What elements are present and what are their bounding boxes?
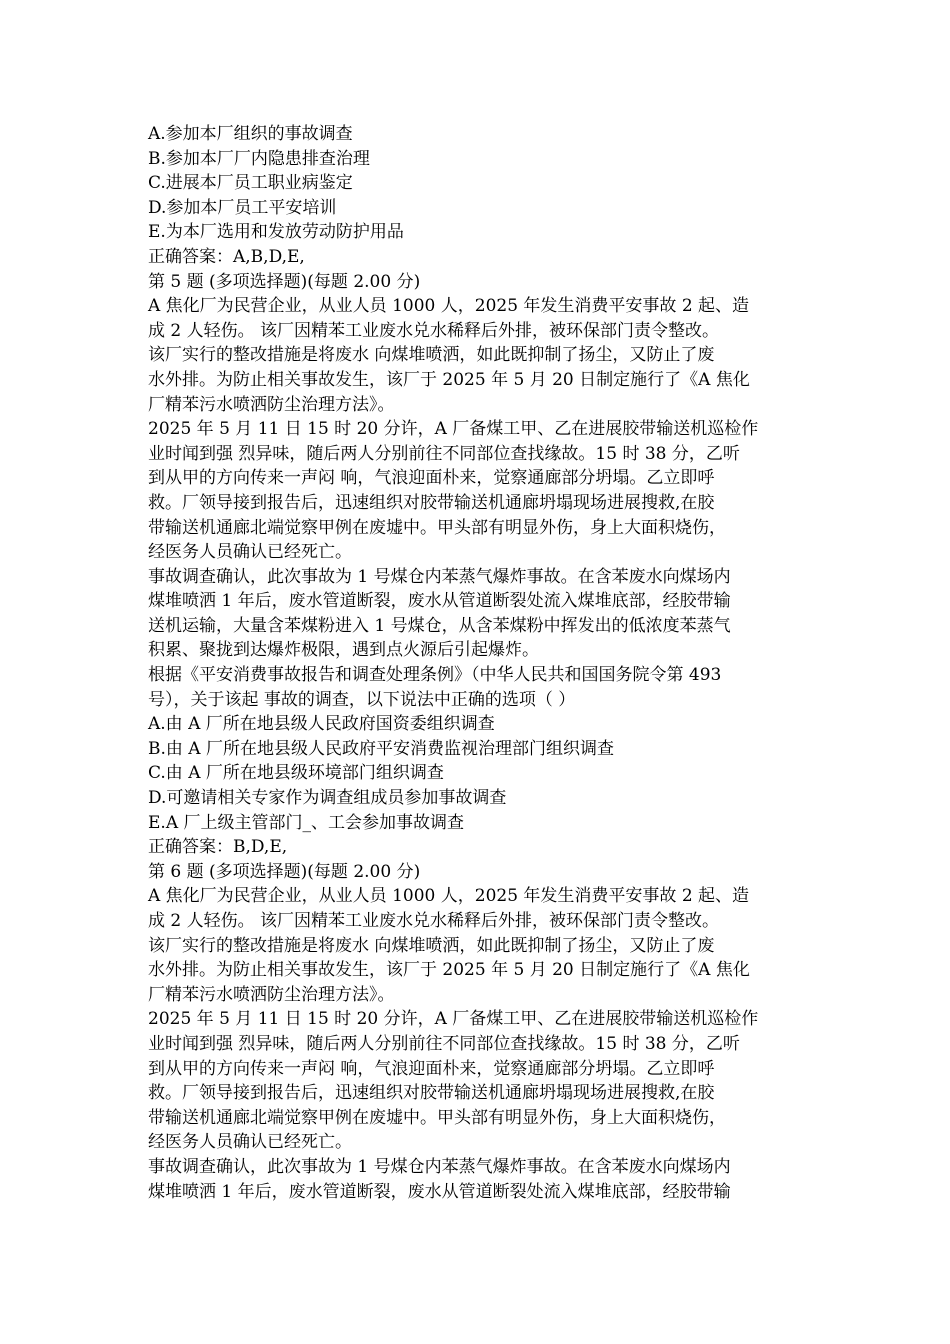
text-line: 业时闻到强 烈异味，随后两人分别前往不同部位查找缘故。15 时 38 分，乙听	[148, 443, 740, 464]
text-line: D.参加本厂员工平安培训	[148, 197, 337, 218]
text-line: 经医务人员确认已经死亡。	[148, 1132, 352, 1153]
text-line: B.参加本厂厂内隐患排查治理	[148, 148, 370, 169]
text-line: A 焦化厂为民营企业，从业人员 1000 人，2025 年发生消费平安事故 2 起、造	[148, 296, 750, 317]
text-line: 该厂实行的整改措施是将废水 向煤堆喷洒，如此既抑制了扬尘，又防止了废	[148, 935, 715, 956]
text-line: 带输送机通廊北端觉察甲例在废墟中。甲头部有明显外伤，身上大面积烧伤，	[148, 1107, 726, 1128]
text-line: 业时闻到强 烈异味，随后两人分别前往不同部位查找缘故。15 时 38 分，乙听	[148, 1033, 740, 1054]
text-line: 煤堆喷洒 1 年后，废水管道断裂，废水从管道断裂处流入煤堆底部，经胶带输	[148, 591, 731, 612]
text-line: 事故调查确认，此次事故为 1 号煤仓内苯蒸气爆炸事故。在含苯废水向煤场内	[148, 566, 731, 587]
text-line: D.可邀请相关专家作为调查组成员参加事故调查	[148, 788, 507, 809]
text-line: E.为本厂选用和发放劳动防护用品	[148, 222, 404, 243]
text-line: 救。厂领导接到报告后，迅速组织对胶带输送机通廊坍塌现场进展搜救,在胶	[148, 1083, 715, 1104]
text-line: 正确答案：B,D,E,	[148, 837, 288, 858]
text-line: 厂精苯污水喷洒防尘治理方法》。	[148, 394, 395, 415]
text-line: C.进展本厂员工职业病鉴定	[148, 173, 353, 194]
text-line: 送机运输，大量含苯煤粉进入 1 号煤仓，从含苯煤粉中挥发出的低浓度苯蒸气	[148, 615, 731, 636]
text-line: 该厂实行的整改措施是将废水 向煤堆喷洒，如此既抑制了扬尘，又防止了废	[148, 345, 715, 366]
text-line: 厂精苯污水喷洒防尘治理方法》。	[148, 984, 395, 1005]
text-line: 2025 年 5 月 11 日 15 时 20 分许，A 厂备煤工甲、乙在进展胶带输送机巡检作	[148, 1009, 759, 1030]
text-line: 煤堆喷洒 1 年后，废水管道断裂，废水从管道断裂处流入煤堆底部，经胶带输	[148, 1181, 731, 1202]
text-line: 水外排。为防止相关事故发生，该厂于 2025 年 5 月 20 日制定施行了《A 焦化	[148, 960, 750, 981]
text-line: 积累、聚拢到达爆炸极限，遇到点火源后引起爆炸。	[148, 640, 539, 661]
text-line: 根据《平安消费事故报告和调查处理条例》（中华人民共和国国务院令第 493	[148, 665, 722, 686]
text-line: A.参加本厂组织的事故调查	[148, 124, 353, 144]
text-line: 成 2 人轻伤。 该厂因精苯工业废水兑水稀释后外排，被环保部门责令整改。	[148, 320, 720, 341]
text-line: 成 2 人轻伤。 该厂因精苯工业废水兑水稀释后外排，被环保部门责令整改。	[148, 911, 720, 931]
text-line: 事故调查确认，此次事故为 1 号煤仓内苯蒸气爆炸事故。在含苯废水向煤场内	[148, 1156, 731, 1177]
text-line: 经医务人员确认已经死亡。	[148, 542, 352, 563]
document-body	[148, 122, 808, 1204]
text-line: B.由 A 厂所在地县级人民政府平安消费监视治理部门组织调查	[148, 738, 614, 759]
text-line: C.由 A 厂所在地县级环境部门组织调查	[148, 763, 444, 784]
text-line: 第 5 题 (多项选择题)(每题 2.00 分)	[148, 271, 421, 292]
text-line: A 焦化厂为民营企业，从业人员 1000 人，2025 年发生消费平安事故 2 起、造	[148, 886, 750, 907]
text-line: 2025 年 5 月 11 日 15 时 20 分许，A 厂备煤工甲、乙在进展胶带输送机巡检作	[148, 419, 759, 440]
text-line: A.由 A 厂所在地县级人民政府国资委组织调查	[148, 714, 495, 735]
text-line: 带输送机通廊北端觉察甲例在废墟中。甲头部有明显外伤，身上大面积烧伤，	[148, 517, 726, 538]
text-line: E.A 厂上级主管部门_、工会参加事故调查	[148, 812, 464, 833]
text-line: 到从甲的方向传来一声闷 响，气浪迎面朴来，觉察通廊部分坍塌。乙立即呼	[148, 468, 715, 489]
text-line: 正确答案：A,B,D,E,	[148, 246, 305, 267]
text-line: 第 6 题 (多项选择题)(每题 2.00 分)	[148, 861, 421, 882]
text-line: 到从甲的方向传来一声闷 响，气浪迎面朴来，觉察通廊部分坍塌。乙立即呼	[148, 1058, 715, 1079]
text-line: 号），关于该起 事故的调查，以下说法中正确的选项（ ）	[148, 689, 576, 710]
text-line: 救。厂领导接到报告后，迅速组织对胶带输送机通廊坍塌现场进展搜救,在胶	[148, 492, 715, 513]
text-line: 水外排。为防止相关事故发生，该厂于 2025 年 5 月 20 日制定施行了《A 焦化	[148, 369, 750, 390]
